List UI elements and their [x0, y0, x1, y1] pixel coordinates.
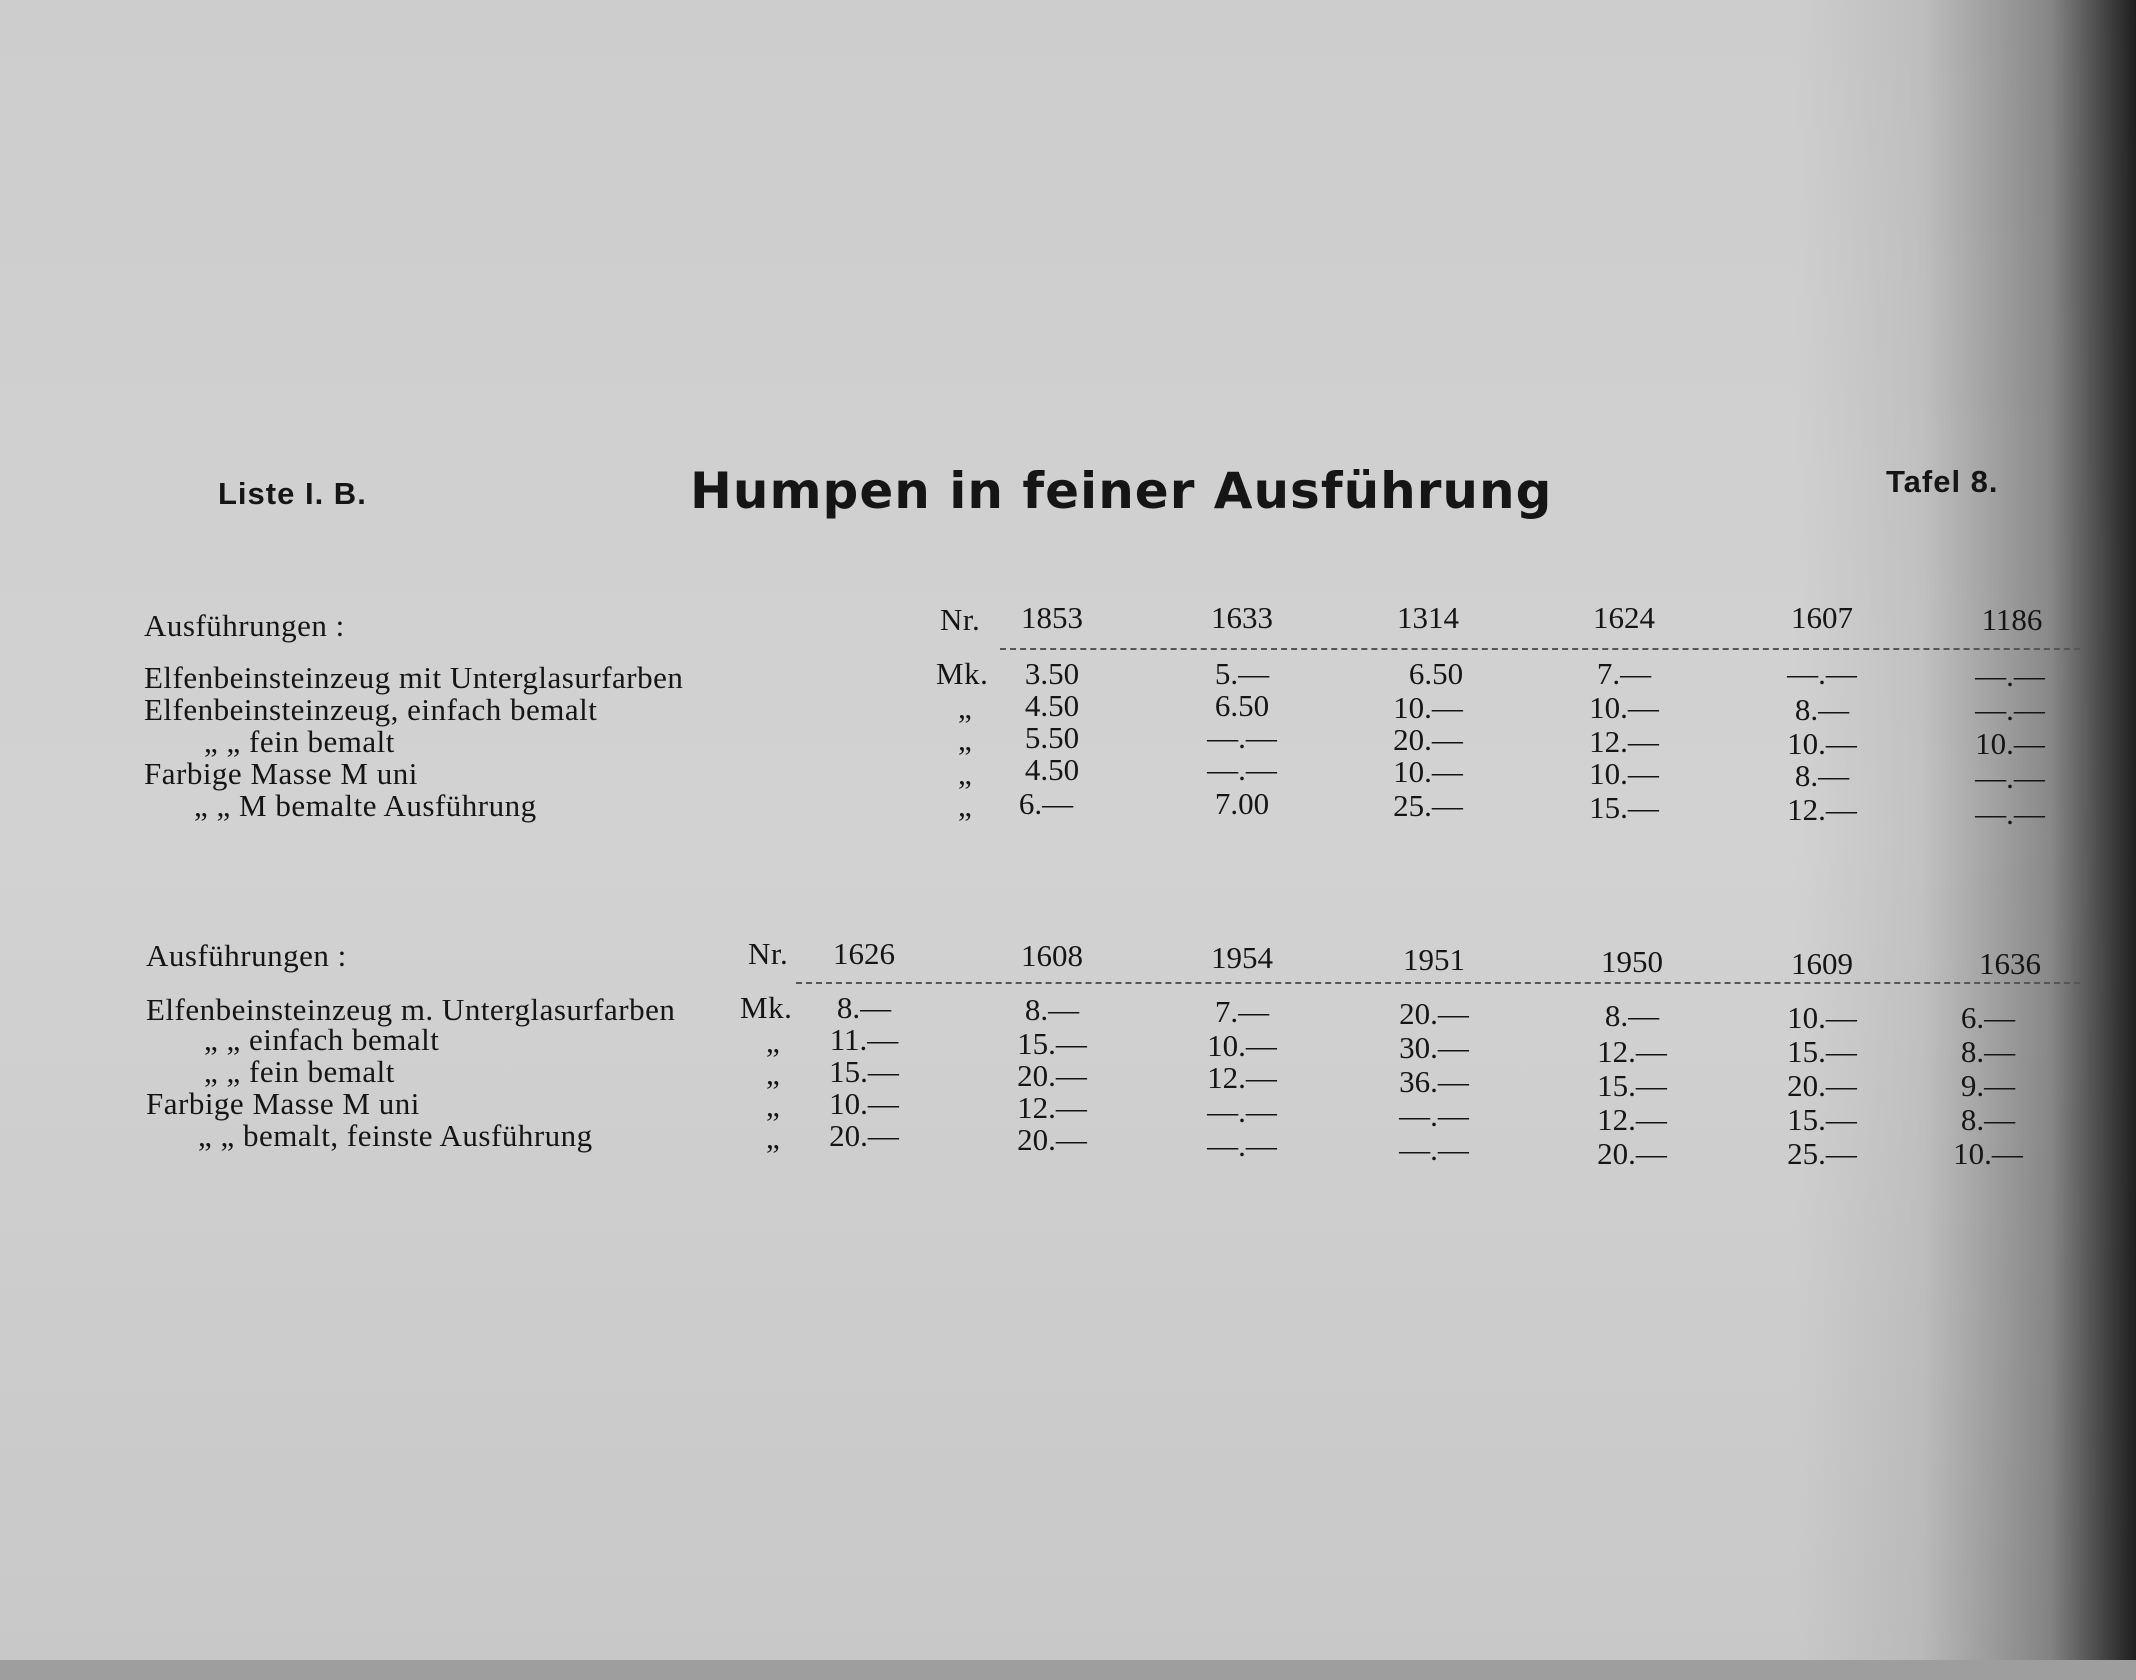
table-cell: 20.—: [829, 1118, 899, 1153]
table1-col-header: 1186: [1981, 602, 2043, 637]
page-title: Humpen in feiner Ausführung: [690, 462, 1553, 520]
table-cell: 5.50: [1024, 720, 1080, 755]
row-unit: „: [958, 788, 973, 823]
table1-col-header: 1633: [1211, 600, 1273, 635]
table-cell: 10.—: [1787, 726, 1857, 761]
table-cell: 15.—: [1787, 1102, 1857, 1137]
table2-divider: [796, 982, 2080, 984]
table2-col-header: 1636: [1979, 946, 2041, 981]
table-cell: —.—: [1207, 752, 1277, 787]
row-label: „ „ einfach bemalt: [204, 1022, 440, 1057]
table2-col-header: 1951: [1403, 942, 1465, 977]
table-cell: 10.—: [1589, 756, 1659, 791]
table-cell: 4.50: [1024, 752, 1080, 787]
table-cell: 3.50: [1024, 656, 1080, 691]
table-cell: —.—: [1399, 1132, 1469, 1167]
table-cell: 12.—: [1207, 1060, 1277, 1095]
table-cell: 20.—: [1787, 1068, 1857, 1103]
table-cell: 7.00: [1214, 786, 1270, 821]
row-unit: „: [766, 1056, 781, 1091]
row-unit: „: [766, 1088, 781, 1123]
table-cell: 10.—: [1975, 726, 2045, 761]
table1-col-header: 1853: [1021, 600, 1083, 635]
table-cell: 25.—: [1787, 1136, 1857, 1171]
table-cell: 10.—: [1207, 1028, 1277, 1063]
row-unit: „: [958, 690, 973, 725]
table1-heading: Ausführungen :: [144, 608, 345, 643]
row-label: „ „ fein bemalt: [204, 724, 395, 759]
table-cell: 7.—: [1214, 994, 1270, 1029]
table-cell: 5.—: [1214, 656, 1270, 691]
table2-col-header: 1608: [1021, 938, 1083, 973]
table-cell: —.—: [1207, 1094, 1277, 1129]
table-cell: 9.—: [1960, 1068, 2016, 1103]
table-cell: 15.—: [1597, 1068, 1667, 1103]
table-cell: 10.—: [1787, 1000, 1857, 1035]
table-cell: 12.—: [1589, 724, 1659, 759]
table-cell: 8.—: [1960, 1102, 2016, 1137]
table-cell: 4.50: [1024, 688, 1080, 723]
table-cell: 20.—: [1393, 722, 1463, 757]
table-cell: 6.50: [1214, 688, 1270, 723]
table-cell: —.—: [1975, 796, 2045, 831]
row-unit: Mk.: [740, 990, 793, 1025]
table-cell: —.—: [1207, 720, 1277, 755]
table-cell: 10.—: [1393, 690, 1463, 725]
table-cell: 25.—: [1393, 788, 1463, 823]
row-label: Elfenbeinsteinzeug, einfach bemalt: [144, 692, 598, 727]
table-cell: 20.—: [1017, 1122, 1087, 1157]
table-cell: 15.—: [829, 1054, 899, 1089]
table-cell: —.—: [1399, 1098, 1469, 1133]
table-cell: 8.—: [1604, 998, 1660, 1033]
table-cell: 20.—: [1017, 1058, 1087, 1093]
table-cell: 15.—: [1589, 790, 1659, 825]
table-cell: —.—: [1207, 1128, 1277, 1163]
table2-col-header: 1609: [1791, 946, 1853, 981]
table-cell: 36.—: [1399, 1064, 1469, 1099]
table1-col-header: 1607: [1791, 600, 1853, 635]
row-unit: „: [958, 756, 973, 791]
table-cell: 10.—: [1953, 1136, 2023, 1171]
table1-col-header: 1624: [1593, 600, 1655, 635]
row-unit: Mk.: [936, 656, 989, 691]
table-cell: 7.—: [1596, 656, 1652, 691]
table1-nr-label: Nr.: [940, 602, 981, 637]
table-cell: 12.—: [1597, 1034, 1667, 1069]
table-cell: 8.—: [1960, 1034, 2016, 1069]
row-label: Elfenbeinsteinzeug m. Unterglasurfarben: [146, 992, 676, 1027]
table2-nr-label: Nr.: [748, 936, 789, 971]
table-cell: 30.—: [1399, 1030, 1469, 1065]
table-cell: 12.—: [1017, 1090, 1087, 1125]
table-cell: 10.—: [1393, 754, 1463, 789]
row-label: „ „ bemalt, feinste Ausführung: [198, 1118, 593, 1153]
row-label: „ „ M bemalte Ausführung: [194, 788, 537, 823]
table-cell: 8.—: [1794, 758, 1850, 793]
row-label: „ „ fein bemalt: [204, 1054, 395, 1089]
table2-col-header: 1950: [1601, 944, 1663, 979]
table-cell: 12.—: [1597, 1102, 1667, 1137]
table2-col-header: 1954: [1211, 940, 1273, 975]
row-unit: „: [766, 1024, 781, 1059]
table-cell: 6.—: [1018, 786, 1074, 821]
table-cell: 20.—: [1597, 1136, 1667, 1171]
table-cell: 10.—: [1589, 690, 1659, 725]
list-label: Liste I. B.: [218, 476, 367, 511]
table-cell: 20.—: [1399, 996, 1469, 1031]
table-cell: —.—: [1975, 658, 2045, 693]
row-unit: „: [958, 722, 973, 757]
table-cell: —.—: [1975, 760, 2045, 795]
table-cell: —.—: [1787, 656, 1857, 691]
table1-divider: [1000, 648, 2080, 650]
table-cell: 12.—: [1787, 792, 1857, 827]
plate-label: Tafel 8.: [1886, 464, 1999, 499]
page-bottom-edge: [0, 1660, 2136, 1680]
row-label: Elfenbeinsteinzeug mit Unterglasurfarben: [144, 660, 684, 695]
row-unit: „: [766, 1120, 781, 1155]
table2-col-header: 1626: [833, 936, 895, 971]
table-cell: 15.—: [1787, 1034, 1857, 1069]
table-cell: 15.—: [1017, 1026, 1087, 1061]
table2-heading: Ausführungen :: [146, 938, 347, 973]
row-label: Farbige Masse M uni: [144, 756, 418, 791]
table-cell: 10.—: [829, 1086, 899, 1121]
table-cell: 6.50: [1408, 656, 1464, 691]
table-cell: 11.—: [829, 1022, 899, 1057]
row-label: Farbige Masse M uni: [146, 1086, 420, 1121]
table1-col-header: 1314: [1397, 600, 1459, 635]
table-cell: 6.—: [1960, 1000, 2016, 1035]
table-cell: 8.—: [836, 990, 892, 1025]
table-cell: 8.—: [1794, 692, 1850, 727]
table-cell: —.—: [1975, 692, 2045, 727]
table-cell: 8.—: [1024, 992, 1080, 1027]
